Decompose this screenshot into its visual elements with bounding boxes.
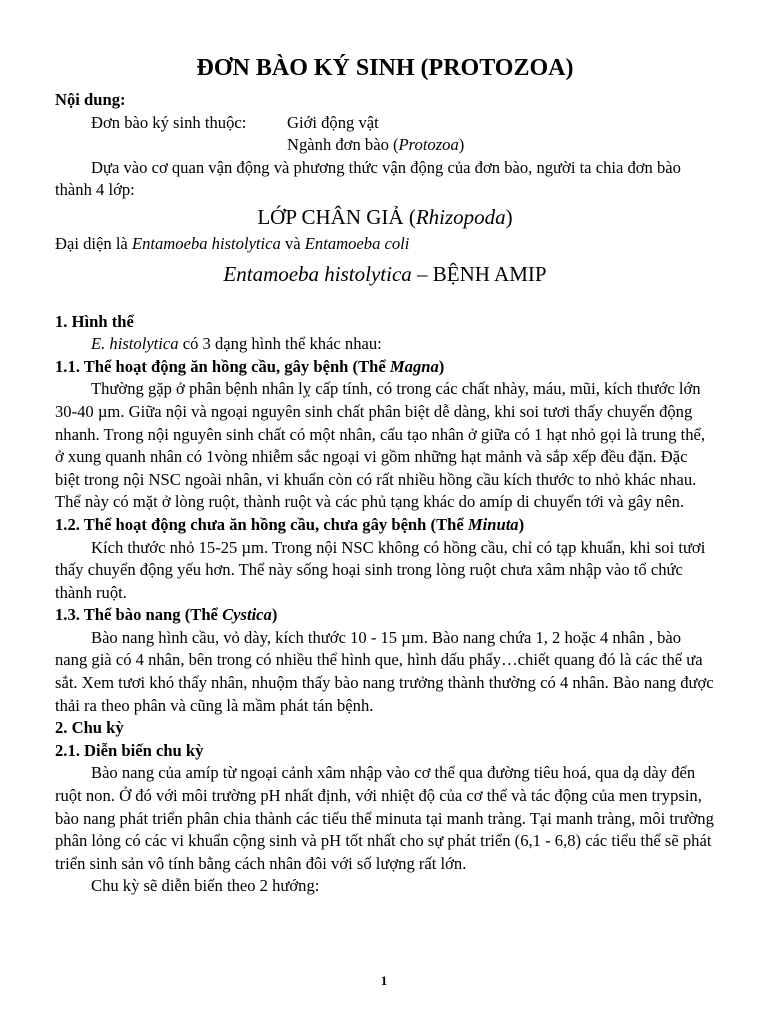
section-1-1-heading-italic: Magna	[389, 356, 439, 376]
cycle-note: Chu kỳ sẽ diễn biến theo 2 hướng:	[91, 876, 320, 896]
section-1-1-heading-suffix: )	[438, 356, 445, 376]
classification-phylum	[91, 134, 464, 157]
representative-middle: và	[280, 233, 305, 253]
section-1-2-body: Kích thước nhỏ 15-25 µm. Trong nội NSC không có hồng cầu, chỉ có tạp khuẩn, khi soi tươi thấy chuyển động yếu hơn. Thể này sống hoại sinh trong lòng ruột chưa xâm nhập vào tổ chức thành ruột.	[55, 537, 706, 602]
document-title: ĐƠN BÀO KÝ SINH (PROTOZOA)	[196, 55, 574, 81]
section-1-intro-italic: E. histolytica	[91, 334, 179, 354]
document-page	[55, 52, 715, 898]
section-1-heading: 1. Hình thể	[55, 311, 134, 331]
representative-prefix: Đại diện là	[55, 233, 132, 253]
section-2-heading: 2. Chu kỳ	[55, 718, 124, 738]
species-heading	[55, 260, 715, 288]
section-1-intro-rest: có 3 dạng hình thể khác nhau:	[178, 334, 382, 354]
section-1-3-heading-suffix: )	[271, 605, 278, 625]
section-1-intro	[55, 333, 715, 356]
section-1-3-heading	[55, 604, 715, 627]
section-1-1-heading	[55, 356, 715, 379]
phylum-italic: Protozoa	[398, 135, 459, 155]
section-2-1-body: Bào nang của amíp từ ngoại cảnh xâm nhập vào cơ thể qua đường tiêu hoá, qua dạ dày đến ruột non. Ở đó với môi trường pH nhất định, với nhiệt độ của cơ thể và tác động của men trypsin, bào nang phát triển phân chia thành các tiểu thể minuta tại manh tràng. Tại manh tràng, môi trường phân lỏng có các vi khuẩn cộng sinh và pH tốt nhất cho sự phát triển (6,1 - 6,8) các tiểu thể sẽ phát triển sinh sản vô tính bằng cách nhân đôi với số lượng rất lớn.	[55, 763, 714, 873]
section-1-3-heading-italic: Cystica	[222, 605, 272, 625]
intro-paragraph: Dựa vào cơ quan vận động và phương thức vận động của đơn bào, người ta chia đơn bào thành 4 lớp:	[55, 157, 681, 200]
contents-label: Nội dung:	[55, 90, 126, 109]
species-heading-italic: Entamoeba histolytica	[223, 261, 412, 286]
section-1-2-heading-prefix: 1.2. Thể hoạt động chưa ăn hồng cầu, chưa gây bệnh (Thể	[55, 514, 468, 534]
representative-species-1: Entamoeba histolytica	[131, 233, 281, 253]
classification-kingdom: Giới động vật	[287, 112, 379, 132]
class-heading-prefix: LỚP CHÂN GIẢ (	[257, 204, 416, 229]
classification-phylum-row	[55, 134, 715, 157]
section-1-3-heading-prefix: 1.3. Thể bào nang (Thể	[55, 605, 223, 625]
phylum-suffix: )	[458, 135, 465, 155]
class-heading-italic: Rhizopoda	[415, 204, 506, 229]
class-heading-suffix: )	[505, 204, 513, 229]
species-heading-suffix: – BỆNH AMIP	[411, 261, 547, 286]
section-1-3-body: Bào nang hình cầu, vỏ dày, kích thước 10 - 15 µm. Bào nang chứa 1, 2 hoặc 4 nhân , bào nang già có 4 nhân, bên trong có nhiều thể hình que, hình dấu phẩy…chiết quang đó là các thể ưa sắt. Xem tươi khó thấy nhân, nhuộm thấy bào nang trưởng thành thường có 4 nhân. Bào nang được thải ra theo phân và cũng là mầm phát tán bệnh.	[55, 627, 714, 715]
class-heading	[55, 203, 715, 231]
representative-line	[55, 233, 715, 256]
section-1-2-heading-suffix: )	[518, 514, 525, 534]
section-2-1-heading: 2.1. Diễn biến chu kỳ	[55, 740, 204, 760]
phylum-prefix: Ngành đơn bào (	[287, 135, 399, 155]
section-1-2-heading	[55, 514, 715, 537]
section-1-1-body: Thường gặp ở phân bệnh nhân lỵ cấp tính, có trong các chất nhày, máu, mũi, kích thước lớn 30-40 µm. Giữa nội và ngoại nguyên sinh chất phân biệt dễ dàng, khi soi tươi thấy chuyển động nhanh. Trong nội nguyên sinh chất có một nhân, cấu tạo nhân ở giữa có 1 hạt nhỏ gọi là trung thể, ở xung quanh nhân có 1vòng nhiễm sắc ngoại vi gồm những hạt mảnh và sắp xếp đều đặn. Đặc biệt trong nội NSC ngoài nhân, vi khuẩn còn có rất nhiều hồng cầu kích thước to nhỏ khác nhau. Thể này có mặt ở lòng ruột, thành ruột và các phủ tạng khác do amíp di chuyển tới và gây nên.	[55, 379, 706, 512]
classification-label: Đơn bào ký sinh thuộc:	[91, 112, 247, 132]
section-1-2-heading-italic: Minuta	[467, 514, 519, 534]
representative-species-2: Entamoeba coli	[304, 233, 410, 253]
section-1-1-heading-prefix: 1.1. Thể hoạt động ăn hồng cầu, gây bệnh (Thể	[55, 356, 390, 376]
classification-row	[55, 112, 715, 135]
page-number: 1	[380, 973, 388, 988]
